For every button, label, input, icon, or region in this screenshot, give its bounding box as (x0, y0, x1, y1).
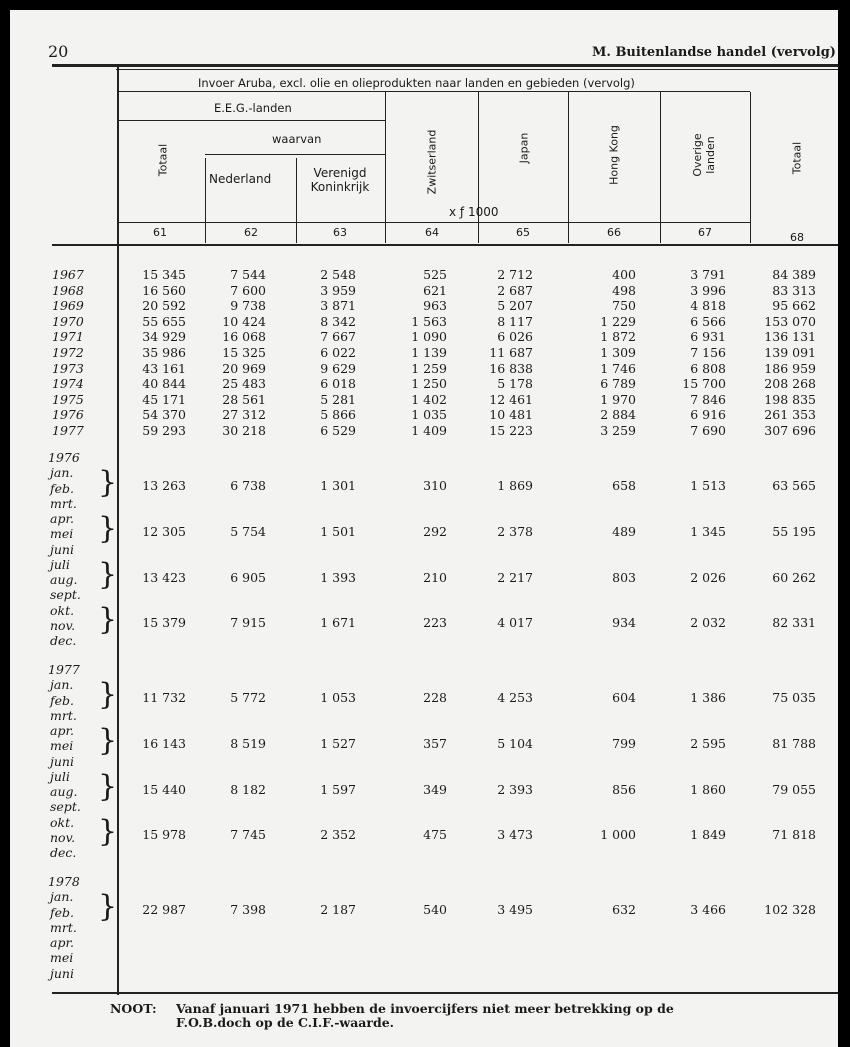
table-cell: 540 (423, 902, 447, 918)
table-cell: 310 (423, 478, 447, 494)
table-cell: 5 281 (320, 391, 356, 407)
table-cell: 1 250 (411, 376, 447, 392)
table-cell: 15 345 (142, 267, 186, 282)
month-label: mrt. (50, 919, 77, 935)
column-heading-overige-landen-line-1: Overige (691, 133, 704, 177)
month-label: apr. (50, 935, 75, 950)
table-cell: 198 835 (764, 391, 816, 407)
table-cell: 228 (423, 690, 447, 706)
month-label: aug. (50, 784, 78, 799)
note-label: NOOT: (110, 1001, 157, 1016)
column-number: 67 (698, 226, 712, 239)
table-cell: 1 345 (690, 523, 726, 539)
divider-after-overige (750, 92, 751, 243)
table-cell: 632 (612, 902, 636, 918)
quarter-brace: } (98, 814, 118, 850)
divider-after-hongkong (660, 92, 661, 243)
month-label: okt. (50, 602, 75, 618)
table-cell: 7 544 (230, 267, 266, 282)
table-cell: 2 187 (320, 902, 356, 918)
table-title: Invoer Aruba, excl. olie en olieprodukten naar landen en gebieden (vervolg) (198, 76, 635, 90)
table-cell: 75 035 (772, 690, 816, 706)
table-cell: 208 268 (764, 376, 816, 392)
table-cell: 1 869 (497, 478, 533, 494)
table-cell: 55 655 (142, 313, 186, 329)
table-cell: 16 068 (222, 329, 266, 345)
block-year-label: 1976 (48, 450, 80, 465)
quarter-brace: } (98, 768, 118, 804)
table-cell: 6 529 (320, 423, 356, 438)
table-cell: 139 091 (764, 345, 816, 360)
month-label: feb. (50, 692, 74, 708)
table-cell: 307 696 (764, 423, 816, 438)
table-cell: 2 352 (320, 827, 356, 843)
table-cell: 5 178 (497, 376, 533, 392)
table-cell: 7 690 (690, 423, 726, 438)
waarvan-rule (205, 154, 385, 155)
table-cell: 15 700 (682, 376, 726, 392)
table-cell: 7 667 (320, 329, 356, 345)
year-label: 1973 (52, 360, 84, 376)
table-cell: 1 970 (600, 391, 636, 407)
column-heading-overige-landen (691, 133, 717, 176)
table-cell: 59 293 (142, 423, 186, 438)
month-label: mei (50, 526, 74, 542)
table-cell: 5 754 (230, 523, 266, 539)
table-top-rule (116, 69, 838, 70)
table-cell: 81 788 (772, 735, 816, 751)
quarter-brace: } (98, 510, 118, 546)
divider-after-zwitserland (478, 92, 479, 243)
table-cell: 15 978 (142, 827, 186, 843)
table-cell: 43 161 (142, 360, 186, 376)
year-label: 1976 (52, 407, 84, 423)
month-label: nov. (50, 617, 76, 633)
unit-label: x ƒ 1000 (449, 205, 499, 219)
table-cell: 1 393 (320, 569, 356, 585)
table-cell: 6 018 (320, 376, 356, 392)
quarter-brace: } (98, 465, 118, 501)
table-cell: 1 849 (690, 827, 726, 843)
table-cell: 6 931 (690, 329, 726, 345)
table-cell: 400 (612, 267, 636, 282)
note-line-1: Vanaf januari 1971 hebben de invoercijfers niet meer betrekking op de (176, 1001, 674, 1016)
year-label: 1970 (52, 313, 84, 329)
table-cell: 1 229 (600, 313, 636, 329)
table-cell: 1 501 (320, 523, 356, 539)
table-cell: 16 838 (489, 360, 533, 376)
table-cell: 5 866 (320, 407, 356, 423)
table-cell: 84 389 (772, 267, 816, 282)
table-cell: 2 548 (320, 267, 356, 282)
quarter-brace: } (98, 889, 118, 925)
table-cell: 45 171 (142, 391, 186, 407)
table-cell: 934 (612, 615, 636, 631)
table-cell: 7 156 (690, 345, 726, 360)
month-label: dec. (50, 633, 77, 648)
table-cell: 12 305 (142, 523, 186, 539)
table-cell: 210 (423, 569, 447, 585)
month-label: sept. (50, 799, 81, 815)
table-cell: 7 745 (230, 827, 266, 843)
table-cell: 3 791 (690, 267, 726, 282)
table-cell: 1 386 (690, 690, 726, 706)
table-cell: 1 671 (320, 615, 356, 631)
table-cell: 1 053 (320, 690, 356, 706)
divider-after-vk (385, 92, 386, 243)
month-label: dec. (50, 845, 77, 860)
table-cell: 20 592 (142, 298, 186, 314)
table-cell: 5 772 (230, 690, 266, 706)
month-label: juli (50, 768, 70, 784)
table-cell: 2 595 (690, 735, 726, 751)
table-cell: 60 262 (772, 569, 816, 585)
table-cell: 1 000 (600, 827, 636, 843)
column-number: 65 (516, 226, 530, 239)
table-cell: 16 143 (142, 735, 186, 751)
table-cell: 20 969 (222, 360, 266, 376)
table-cell: 6 566 (690, 313, 726, 329)
divider-after-japan (568, 92, 569, 243)
table-cell: 136 131 (764, 329, 816, 345)
table-cell: 54 370 (142, 407, 186, 423)
table-cell: 357 (423, 735, 447, 751)
month-label: jan. (50, 677, 74, 693)
year-label: 1968 (52, 282, 84, 298)
eeg-rule (117, 120, 385, 121)
table-cell: 8 117 (497, 313, 533, 329)
column-number: 61 (153, 226, 167, 239)
table-cell: 2 687 (497, 282, 533, 298)
table-cell: 3 259 (600, 423, 636, 438)
table-cell: 3 466 (690, 902, 726, 918)
table-cell: 621 (423, 282, 447, 298)
table-cell: 15 440 (142, 781, 186, 797)
table-cell: 11 687 (489, 345, 533, 360)
month-label: juni (50, 965, 74, 981)
note-line-2: F.O.B.doch op de C.I.F.-waarde. (176, 1015, 395, 1030)
table-cell: 35 986 (142, 345, 186, 360)
table-cell: 16 560 (142, 282, 186, 298)
table-cell: 28 561 (222, 391, 266, 407)
page (10, 10, 838, 1047)
table-cell: 2 378 (497, 523, 533, 539)
divider-after-eeg-total (205, 158, 206, 243)
quarter-brace: } (98, 677, 118, 713)
year-label: 1974 (52, 376, 84, 392)
month-label: sept. (50, 587, 81, 603)
month-label: feb. (50, 904, 74, 920)
table-cell: 6 738 (230, 478, 266, 494)
column-number: 64 (425, 226, 439, 239)
table-cell: 1 301 (320, 478, 356, 494)
month-label: jan. (50, 889, 74, 905)
table-cell: 15 223 (489, 423, 533, 438)
header-rule (52, 64, 838, 67)
table-cell: 750 (612, 298, 636, 314)
title-rule (117, 91, 750, 92)
table-cell: 15 379 (142, 615, 186, 631)
table-cell: 22 987 (142, 902, 186, 918)
column-heading-verenigd-koninkrijk (300, 166, 380, 194)
table-cell: 40 844 (142, 376, 186, 392)
column-heading-hongkong: Hong Kong (607, 125, 621, 185)
table-cell: 4 017 (497, 615, 533, 631)
table-cell: 6 808 (690, 360, 726, 376)
column-heading-totaal: Totaal (790, 141, 804, 175)
year-label: 1977 (52, 423, 84, 438)
table-cell: 292 (423, 523, 447, 539)
month-label: apr. (50, 723, 75, 738)
table-cell: 1 563 (411, 313, 447, 329)
table-cell: 1 139 (411, 345, 447, 360)
year-label: 1971 (52, 329, 84, 345)
table-cell: 3 871 (320, 298, 356, 314)
table-cell: 3 473 (497, 827, 533, 843)
table-cell: 4 253 (497, 690, 533, 706)
table-cell: 2 217 (497, 569, 533, 585)
table-cell: 5 207 (497, 298, 533, 314)
table-cell: 102 328 (764, 902, 816, 918)
table-cell: 1 409 (411, 423, 447, 438)
table-cell: 1 513 (690, 478, 726, 494)
table-cell: 1 035 (411, 407, 447, 423)
column-number: 62 (244, 226, 258, 239)
table-cell: 1 746 (600, 360, 636, 376)
table-cell: 13 423 (142, 569, 186, 585)
table-cell: 525 (423, 267, 447, 282)
table-cell: 261 353 (764, 407, 816, 423)
table-cell: 963 (423, 298, 447, 314)
table-cell: 6 026 (497, 329, 533, 345)
table-cell: 6 916 (690, 407, 726, 423)
block-year-label: 1977 (48, 662, 80, 677)
table-cell: 1 872 (600, 329, 636, 345)
table-cell: 7 915 (230, 615, 266, 631)
year-label: 1969 (52, 298, 84, 314)
header-bottom-rule (52, 244, 838, 246)
table-cell: 1 259 (411, 360, 447, 376)
table-cell: 1 597 (320, 781, 356, 797)
table-bottom-rule (52, 992, 838, 994)
table-cell: 803 (612, 569, 636, 585)
table-cell: 13 263 (142, 478, 186, 494)
table-cell: 63 565 (772, 478, 816, 494)
table-cell: 2 393 (497, 781, 533, 797)
table-cell: 7 600 (230, 282, 266, 298)
eeg-heading: E.E.G.-landen (214, 101, 292, 115)
year-label: 1972 (52, 345, 84, 360)
quarter-brace: } (98, 602, 118, 638)
table-cell: 82 331 (772, 615, 816, 631)
unit-rule (117, 222, 750, 223)
table-cell: 55 195 (772, 523, 816, 539)
year-label: 1975 (52, 391, 84, 407)
table-cell: 223 (423, 615, 447, 631)
column-heading-japan: Japan (517, 132, 531, 164)
table-cell: 2 026 (690, 569, 726, 585)
month-label: aug. (50, 572, 78, 587)
table-cell: 1 090 (411, 329, 447, 345)
divider-after-nederland (296, 158, 297, 243)
table-cell: 9 629 (320, 360, 356, 376)
table-cell: 604 (612, 690, 636, 706)
table-cell: 11 732 (142, 690, 186, 706)
table-cell: 6 905 (230, 569, 266, 585)
quarter-brace: } (98, 556, 118, 592)
block-year-label: 1978 (48, 874, 80, 889)
year-label: 1967 (52, 267, 84, 282)
quarter-brace: } (98, 722, 118, 758)
month-label: nov. (50, 829, 76, 845)
table-cell: 2 712 (497, 267, 533, 282)
table-cell: 349 (423, 781, 447, 797)
table-cell: 7 846 (690, 391, 726, 407)
table-cell: 7 398 (230, 902, 266, 918)
table-cell: 2 884 (600, 407, 636, 423)
table-cell: 186 959 (764, 360, 816, 376)
waarvan-heading: waarvan (272, 132, 322, 146)
column-heading-zwitserland: Zwitserland (425, 129, 439, 195)
table-cell: 95 662 (772, 298, 816, 314)
table-cell: 27 312 (222, 407, 266, 423)
table-cell: 10 481 (489, 407, 533, 423)
table-cell: 8 519 (230, 735, 266, 751)
month-label: mrt. (50, 495, 77, 511)
month-label: juli (50, 556, 70, 572)
table-cell: 6 789 (600, 376, 636, 392)
table-cell: 3 959 (320, 282, 356, 298)
table-cell: 71 818 (772, 827, 816, 843)
column-heading-totaal-eeg: Totaal (156, 143, 170, 177)
table-cell: 83 313 (772, 282, 816, 298)
table-cell: 2 032 (690, 615, 726, 631)
table-cell: 5 104 (497, 735, 533, 751)
table-cell: 153 070 (764, 313, 816, 329)
table-cell: 79 055 (772, 781, 816, 797)
table-cell: 8 342 (320, 313, 356, 329)
table-cell: 1 402 (411, 391, 447, 407)
month-label: jan. (50, 465, 74, 481)
month-label: mrt. (50, 707, 77, 723)
column-heading-overige-landen-line-2: landen (704, 136, 717, 174)
month-label: mei (50, 950, 74, 966)
column-number: 63 (333, 226, 347, 239)
table-cell: 3 996 (690, 282, 726, 298)
table-cell: 15 325 (222, 345, 266, 360)
table-cell: 475 (423, 827, 447, 843)
table-cell: 856 (612, 781, 636, 797)
table-cell: 799 (612, 735, 636, 751)
month-label: juni (50, 753, 74, 769)
table-cell: 3 495 (497, 902, 533, 918)
month-label: okt. (50, 814, 75, 830)
column-number: 68 (790, 231, 804, 244)
column-heading-nederland: Nederland (209, 172, 272, 186)
table-cell: 8 182 (230, 781, 266, 797)
table-cell: 1 860 (690, 781, 726, 797)
table-cell: 12 461 (489, 391, 533, 407)
table-cell: 6 022 (320, 345, 356, 360)
table-cell: 25 483 (222, 376, 266, 392)
table-cell: 9 738 (230, 298, 266, 314)
month-label: feb. (50, 480, 74, 496)
table-cell: 489 (612, 523, 636, 539)
page-number: 20 (48, 42, 69, 61)
month-label: mei (50, 738, 74, 754)
vk-heading-line-2: Koninkrijk (310, 180, 370, 194)
table-cell: 10 424 (222, 313, 266, 329)
table-cell: 1 309 (600, 345, 636, 360)
table-cell: 4 818 (690, 298, 726, 314)
month-label: apr. (50, 511, 75, 526)
table-cell: 34 929 (142, 329, 186, 345)
table-cell: 1 527 (320, 735, 356, 751)
table-cell: 498 (612, 282, 636, 298)
table-cell: 30 218 (222, 423, 266, 438)
table-cell: 658 (612, 478, 636, 494)
section-title: M. Buitenlandse handel (vervolg) (592, 45, 836, 60)
vk-heading-line-1: Verenigd (313, 166, 367, 180)
month-label: juni (50, 541, 74, 557)
column-number: 66 (607, 226, 621, 239)
